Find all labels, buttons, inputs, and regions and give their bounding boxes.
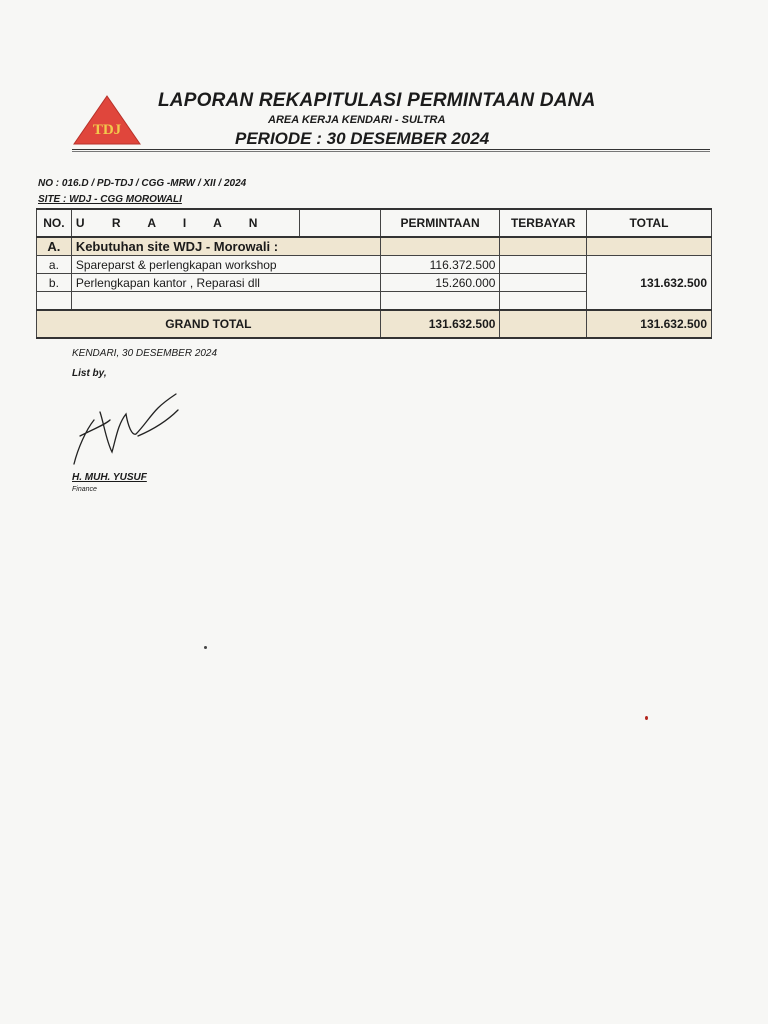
grand-total-row <box>37 310 712 338</box>
report-period: PERIODE : 30 DESEMBER 2024 <box>235 129 490 148</box>
header-no: NO. <box>37 209 72 237</box>
item-no: b. <box>37 274 72 292</box>
list-by-label: List by, <box>72 368 107 379</box>
company-logo <box>72 94 142 146</box>
document-number: NO : 016.D / PD-TDJ / CGG -MRW / XII / 2024 <box>38 178 247 189</box>
signature <box>66 390 186 470</box>
blank-cell <box>71 292 380 311</box>
report-subtitle: AREA KERJA KENDARI - SULTRA <box>268 114 446 126</box>
blank-cell <box>500 292 586 311</box>
header-uraian-extra <box>300 209 381 237</box>
fund-request-table <box>36 208 712 339</box>
item-no: a. <box>37 256 72 274</box>
section-total-empty <box>586 237 711 256</box>
header-divider-secondary <box>72 151 710 152</box>
report-title: LAPORAN REKAPITULASI PERMINTAAN DANA <box>158 90 596 111</box>
section-terbayar <box>500 237 586 256</box>
blank-cell <box>37 292 72 311</box>
header-uraian: U R A I A N <box>71 209 299 237</box>
section-row <box>37 237 712 256</box>
section-label: Kebutuhan site WDJ - Morowali : <box>71 237 380 256</box>
place-date: KENDARI, 30 DESEMBER 2024 <box>72 348 218 359</box>
header-terbayar: TERBAYAR <box>500 209 586 237</box>
item-label: Spareparst & perlengkapan workshop <box>71 256 380 274</box>
signatory-name: H. MUH. YUSUF <box>72 472 147 483</box>
item-permintaan: 116.372.500 <box>380 256 500 274</box>
blank-cell <box>380 292 500 311</box>
item-permintaan: 15.260.000 <box>380 274 500 292</box>
header-divider <box>72 149 710 150</box>
section-no: A. <box>37 237 72 256</box>
logo-text: TDJ <box>92 122 122 138</box>
item-label: Perlengkapan kantor , Reparasi dll <box>71 274 380 292</box>
signatory-role: Finance <box>72 486 97 493</box>
table-row <box>37 256 712 274</box>
table-header-row <box>37 209 712 237</box>
grand-total-permintaan: 131.632.500 <box>380 310 500 338</box>
item-terbayar <box>500 274 586 292</box>
item-terbayar <box>500 256 586 274</box>
section-total-value: 131.632.500 <box>586 256 711 311</box>
header-total: TOTAL <box>586 209 711 237</box>
section-permintaan <box>380 237 500 256</box>
grand-total-terbayar <box>500 310 586 338</box>
site-label: SITE : WDJ - CGG MOROWALI <box>38 194 182 205</box>
scan-speck <box>204 646 207 649</box>
grand-total-label: GRAND TOTAL <box>37 310 381 338</box>
scan-speck <box>645 716 648 720</box>
header-permintaan: PERMINTAAN <box>380 209 500 237</box>
grand-total-value: 131.632.500 <box>586 310 711 338</box>
